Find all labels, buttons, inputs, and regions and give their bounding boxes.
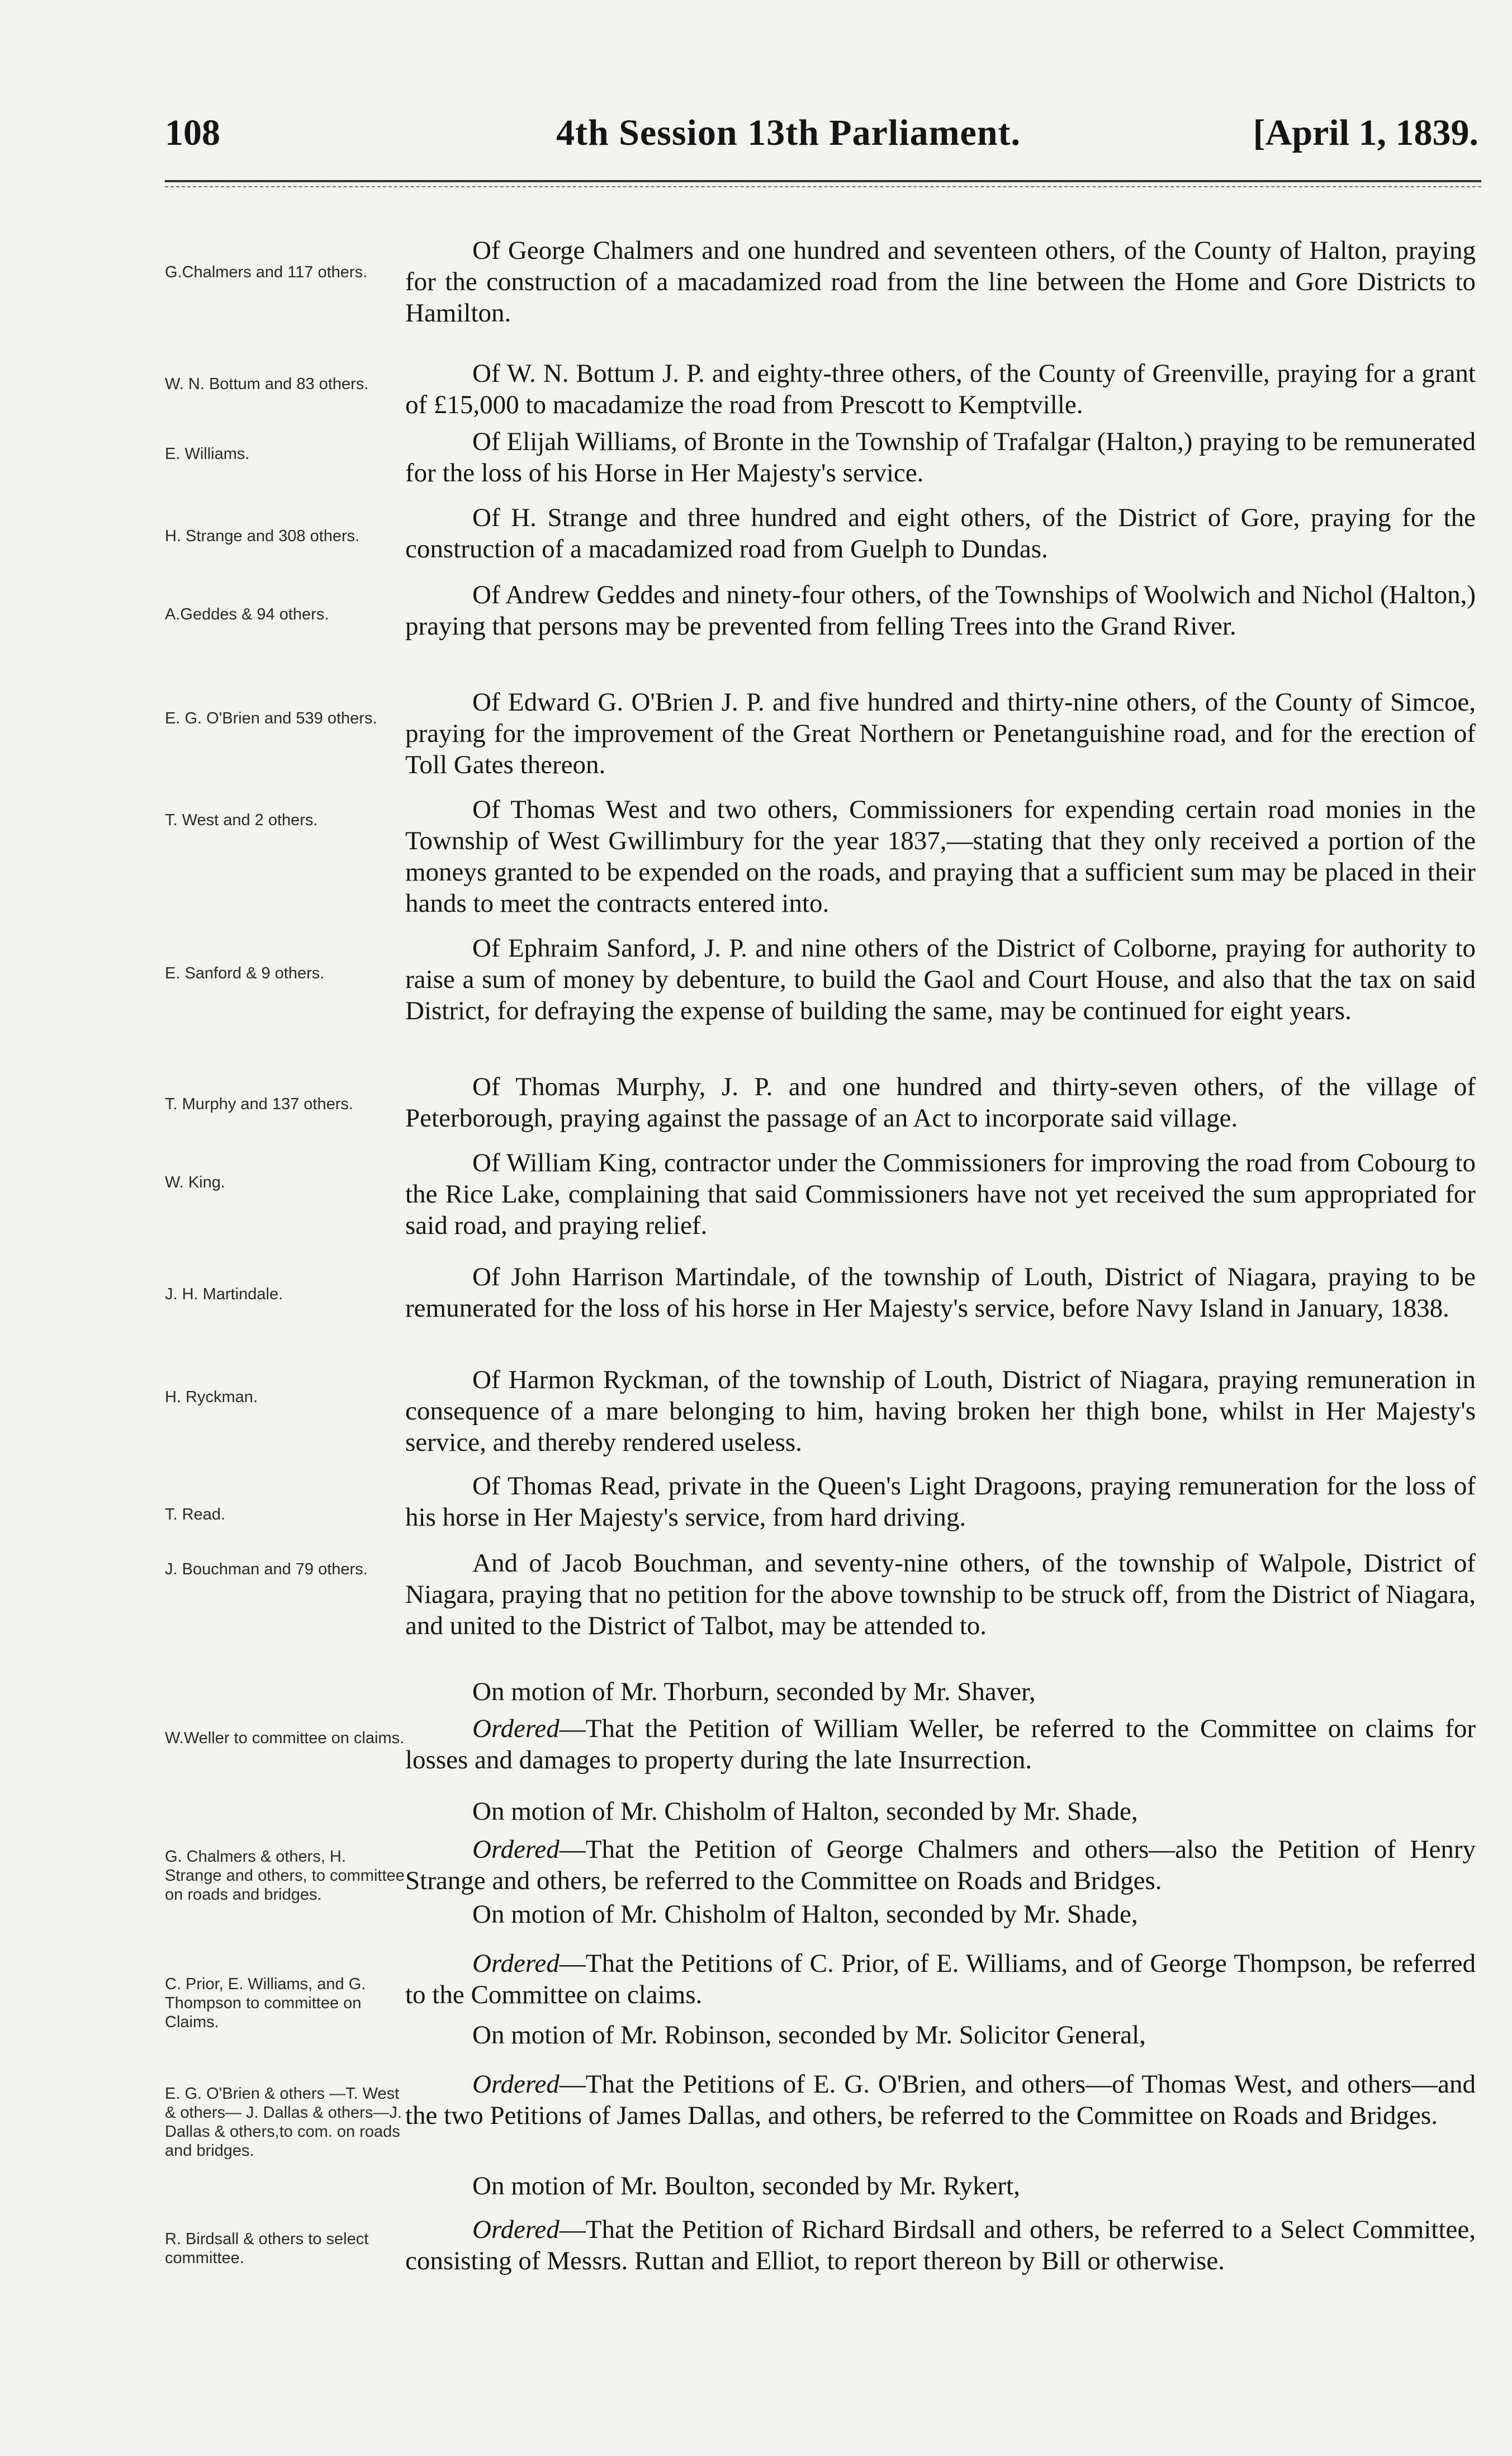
page-date: [April 1, 1839.	[1253, 112, 1478, 153]
entry-text: And of Jacob Bouchman, and seventy-nine others, of the township of Walpole, District of Niagara, praying that no petition for the above township to be struck off, from the District of Niagara, and united to the District of Talbot, may be attended to.	[405, 1549, 1476, 1640]
order-text	[405, 1948, 1476, 2010]
margin-note: A.Geddes & 94 others.	[165, 605, 329, 623]
order-body: —That the Petition of William Weller, be referred to the Committee on claims for losses and damages to property during the late Insurrection.	[405, 1714, 1476, 1774]
header-rule	[165, 180, 1481, 182]
entry-text: Of William King, contractor under the Commissioners for improving the road from Cobourg to the Rice Lake, complaining that said Commissioners have not yet received the sum appropriated for said road, and praying relief.	[405, 1148, 1476, 1240]
order-text	[405, 2214, 1476, 2277]
ordered-label: Ordered	[472, 1949, 560, 1978]
margin-note: H. Ryckman.	[165, 1388, 258, 1406]
entry-text: Of Edward G. O'Brien J. P. and five hundred and thirty-nine others, of the County of Simcoe, praying for the improvement of the Great Northern or Penetanguishine road, and for the erection of Toll Gates thereon.	[405, 688, 1476, 779]
ordered-label: Ordered	[472, 1835, 560, 1864]
entry-text: Of John Harrison Martindale, of the township of Louth, District of Niagara, praying to be remunerated for the loss of his horse in Her Majesty's service, before Navy Island in January, 1838.	[405, 1262, 1476, 1323]
margin-note: C. Prior, E. Williams, and G. Thompson to committee on Claims.	[165, 1975, 366, 2031]
order-body: —That the Petitions of C. Prior, of E. Williams, and of George Thompson, be referred to the Committee on claims.	[405, 1949, 1476, 2009]
entry-text: Of Thomas Read, private in the Queen's Light Dragoons, praying remuneration for the loss of his horse in Her Majesty's service, from hard driving.	[405, 1471, 1476, 1532]
entry-text: Of Andrew Geddes and ninety-four others, of the Townships of Woolwich and Nichol (Halton,) praying that persons may be prevented from felling Trees into the Grand River.	[405, 580, 1476, 641]
motion-line: On motion of Mr. Boulton, seconded by Mr. Rykert,	[472, 2171, 1020, 2201]
entry-text: Of Ephraim Sanford, J. P. and nine others of the District of Colborne, praying for authority to raise a sum of money by debenture, to build the Gaol and Court House, and also that the tax on said District, for defraying the expense of building the same, may be continued for eight years.	[405, 934, 1476, 1025]
margin-note: E. Sanford & 9 others.	[165, 964, 325, 982]
order-text	[405, 1834, 1476, 1896]
margin-note: H. Strange and 308 others.	[165, 527, 360, 545]
header-rule-secondary	[165, 186, 1481, 187]
entry-text: Of W. N. Bottum J. P. and eighty-three others, of the County of Greenville, praying for a grant of £15,000 to macadamize the road from Prescott to Kemptville.	[405, 359, 1476, 419]
entry-text: Of Elijah Williams, of Bronte in the Township of Trafalgar (Halton,) praying to be remunerated for the loss of his Horse in Her Majesty's service.	[405, 427, 1476, 488]
margin-note: W. N. Bottum and 83 others.	[165, 375, 369, 393]
margin-note: T. Read.	[165, 1506, 225, 1523]
margin-note: E. G. O'Brien and 539 others.	[165, 709, 377, 727]
order-body: —That the Petition of George Chalmers and others—also the Petition of Henry Strange and others, be referred to the Committee on Roads and Bridges.	[405, 1835, 1476, 1895]
order-text	[405, 2069, 1476, 2131]
margin-note: T. West and 2 others.	[165, 811, 318, 829]
order-text	[405, 1713, 1476, 1776]
margin-note: W. King.	[165, 1173, 225, 1191]
motion-line: On motion of Mr. Chisholm of Halton, seconded by Mr. Shade,	[472, 1900, 1138, 1929]
margin-note: J. H. Martindale.	[165, 1285, 283, 1303]
margin-note: J. Bouchman and 79 others.	[165, 1560, 368, 1578]
order-body: —That the Petitions of E. G. O'Brien, and others—of Thomas West, and others—and the two Petitions of James Dallas, and others, be referred to the Committee on Roads and Bridges.	[405, 2070, 1476, 2130]
session-title: 4th Session 13th Parliament.	[556, 112, 1021, 153]
motion-line: On motion of Mr. Chisholm of Halton, seconded by Mr. Shade,	[472, 1797, 1138, 1826]
margin-note: E. G. O'Brien & others —T. West & others— J. Dallas & others—J. Dallas & others,to com. on roads and bridges.	[165, 2085, 402, 2160]
entry-text: Of Thomas West and two others, Commissioners for expending certain road monies in the Township of West Gwillimbury for the year 1837,—stating that they only received a portion of the moneys granted to be expended on the roads, and praying that a sufficient sum may be placed in their hands to meet the contracts entered into.	[405, 795, 1476, 918]
entry-text: Of Thomas Murphy, J. P. and one hundred and thirty-seven others, of the village of Peterborough, praying against the passage of an Act to incorporate said village.	[405, 1072, 1476, 1133]
margin-note: G. Chalmers & others, H. Strange and others, to committee on roads and bridges.	[165, 1848, 405, 1904]
margin-note: G.Chalmers and 117 others.	[165, 263, 368, 281]
margin-note: W.Weller to committee on claims.	[165, 1729, 405, 1747]
ordered-label: Ordered	[472, 1714, 560, 1743]
entry-text: Of Harmon Ryckman, of the township of Louth, District of Niagara, praying remuneration in consequence of a mare belonging to him, having broken her thigh bone, whilst in Her Majesty's service, and thereby rendered useless.	[405, 1365, 1476, 1457]
page-header	[165, 112, 1478, 173]
page-number: 108	[165, 112, 220, 153]
entry-text: Of H. Strange and three hundred and eight others, of the District of Gore, praying for the construction of a macadamized road from Guelph to Dundas.	[405, 503, 1476, 564]
motion-line: On motion of Mr. Robinson, seconded by Mr. Solicitor General,	[472, 2020, 1146, 2050]
margin-note: T. Murphy and 137 others.	[165, 1095, 353, 1113]
motion-line: On motion of Mr. Thorburn, seconded by Mr. Shaver,	[472, 1677, 1036, 1706]
margin-note: E. Williams.	[165, 445, 250, 463]
ordered-label: Ordered	[472, 2070, 560, 2099]
entry-text: Of George Chalmers and one hundred and seventeen others, of the County of Halton, praying for the construction of a macadamized road from the line between the Home and Gore Districts to Hamilton.	[405, 236, 1476, 328]
margin-note: R. Birdsall & others to select committee.	[165, 2230, 369, 2267]
order-body: —That the Petition of Richard Birdsall and others, be referred to a Select Committee, consisting of Messrs. Ruttan and Elliot, to report thereon by Bill or otherwise.	[405, 2215, 1476, 2275]
ordered-label: Ordered	[472, 2215, 560, 2244]
